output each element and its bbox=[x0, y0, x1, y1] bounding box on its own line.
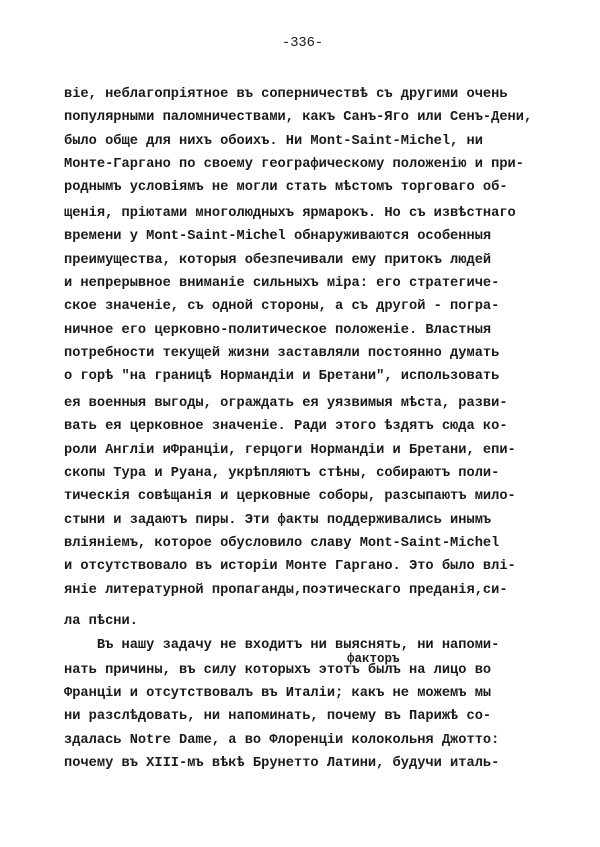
handwritten-insertion: факторъ bbox=[347, 652, 400, 666]
text-line: роли Англіи иФранціи, герцоги Нормандіи и Бретани, епи- bbox=[64, 443, 516, 458]
text-line: Въ нашу задачу не входитъ ни выяснять, ни напоми- bbox=[64, 638, 500, 653]
text-line: Франціи и отсутствовалъ въ Италіи; какъ не можемъ мы bbox=[64, 686, 492, 701]
text-line: и непрерывное вниманіе сильныхъ міра: его стратегиче- bbox=[64, 276, 500, 291]
text-line: роднымъ условіямъ не могли стать мѣстомъ торговаго об- bbox=[64, 180, 508, 195]
text-line: тическія совѣщанія и церковные соборы, разсыпаютъ мило- bbox=[64, 489, 516, 504]
text-line: ея военныя выгоды, ограждать ея уязвимыя мѣста, разви- bbox=[64, 396, 508, 411]
text-line: преимущества, которыя обезпечивали ему притокъ людей bbox=[64, 253, 492, 268]
text-line: скопы Тура и Руана, укрѣпляютъ стѣны, собираютъ поли- bbox=[64, 466, 500, 481]
text-line: здалась Notre Dame, а во Флоренціи колокольня Джотто: bbox=[64, 733, 500, 748]
text-line: Монте-Гаргано по своему географическому положенію и при- bbox=[64, 157, 524, 172]
text-line: о горѣ "на границѣ Нормандіи и Бретани", использовать bbox=[64, 369, 500, 384]
text-line: нать причины, въ силу которыхъ этотъ былъ на лицо во bbox=[64, 663, 492, 678]
text-line: віе, неблагопріятное въ соперничествѣ съ другими очень bbox=[64, 87, 508, 102]
text-line: ничное его церковно-политическое положеніе. Властныя bbox=[64, 323, 492, 338]
page-number: -336- bbox=[282, 36, 324, 51]
text-line: времени у Mont-Saint-Michel обнаруживаются особенныя bbox=[64, 229, 492, 244]
text-line: потребности текущей жизни заставляли постоянно думать bbox=[64, 346, 500, 361]
text-line: ла пѣсни. bbox=[64, 614, 138, 629]
text-line: стыни и задаютъ пиры. Эти факты поддерживались инымъ bbox=[64, 513, 492, 528]
text-line: щенія, пріютами многолюдныхъ ярмарокъ. Но съ извѣстнаго bbox=[64, 206, 516, 221]
text-line: почему въ XIII-мъ вѣкѣ Брунетто Латини, будучи италь- bbox=[64, 756, 500, 771]
text-line: вать ея церковное значеніе. Ради этого ѣздятъ сюда ко- bbox=[64, 419, 508, 434]
text-line: ское значеніе, съ одной стороны, а съ другой - погра- bbox=[64, 299, 500, 314]
text-line: было обще для нихъ обоихъ. Ни Mont-Saint-Michel, ни bbox=[64, 134, 483, 149]
text-line: и отсутствовало въ исторіи Монте Гаргано. Это было влі- bbox=[64, 559, 516, 574]
text-line: вліяніемъ, которое обусловило славу Mont-Saint-Michel bbox=[64, 536, 500, 551]
text-line: яніе литературной пропаганды,поэтическаго преданія,си- bbox=[64, 583, 508, 598]
text-line: ни разслѣдовать, ни напоминать, почему въ Парижѣ со- bbox=[64, 709, 492, 724]
text-line: популярными паломничествами, какъ Санъ-Яго или Сенъ-Дени, bbox=[64, 110, 533, 125]
